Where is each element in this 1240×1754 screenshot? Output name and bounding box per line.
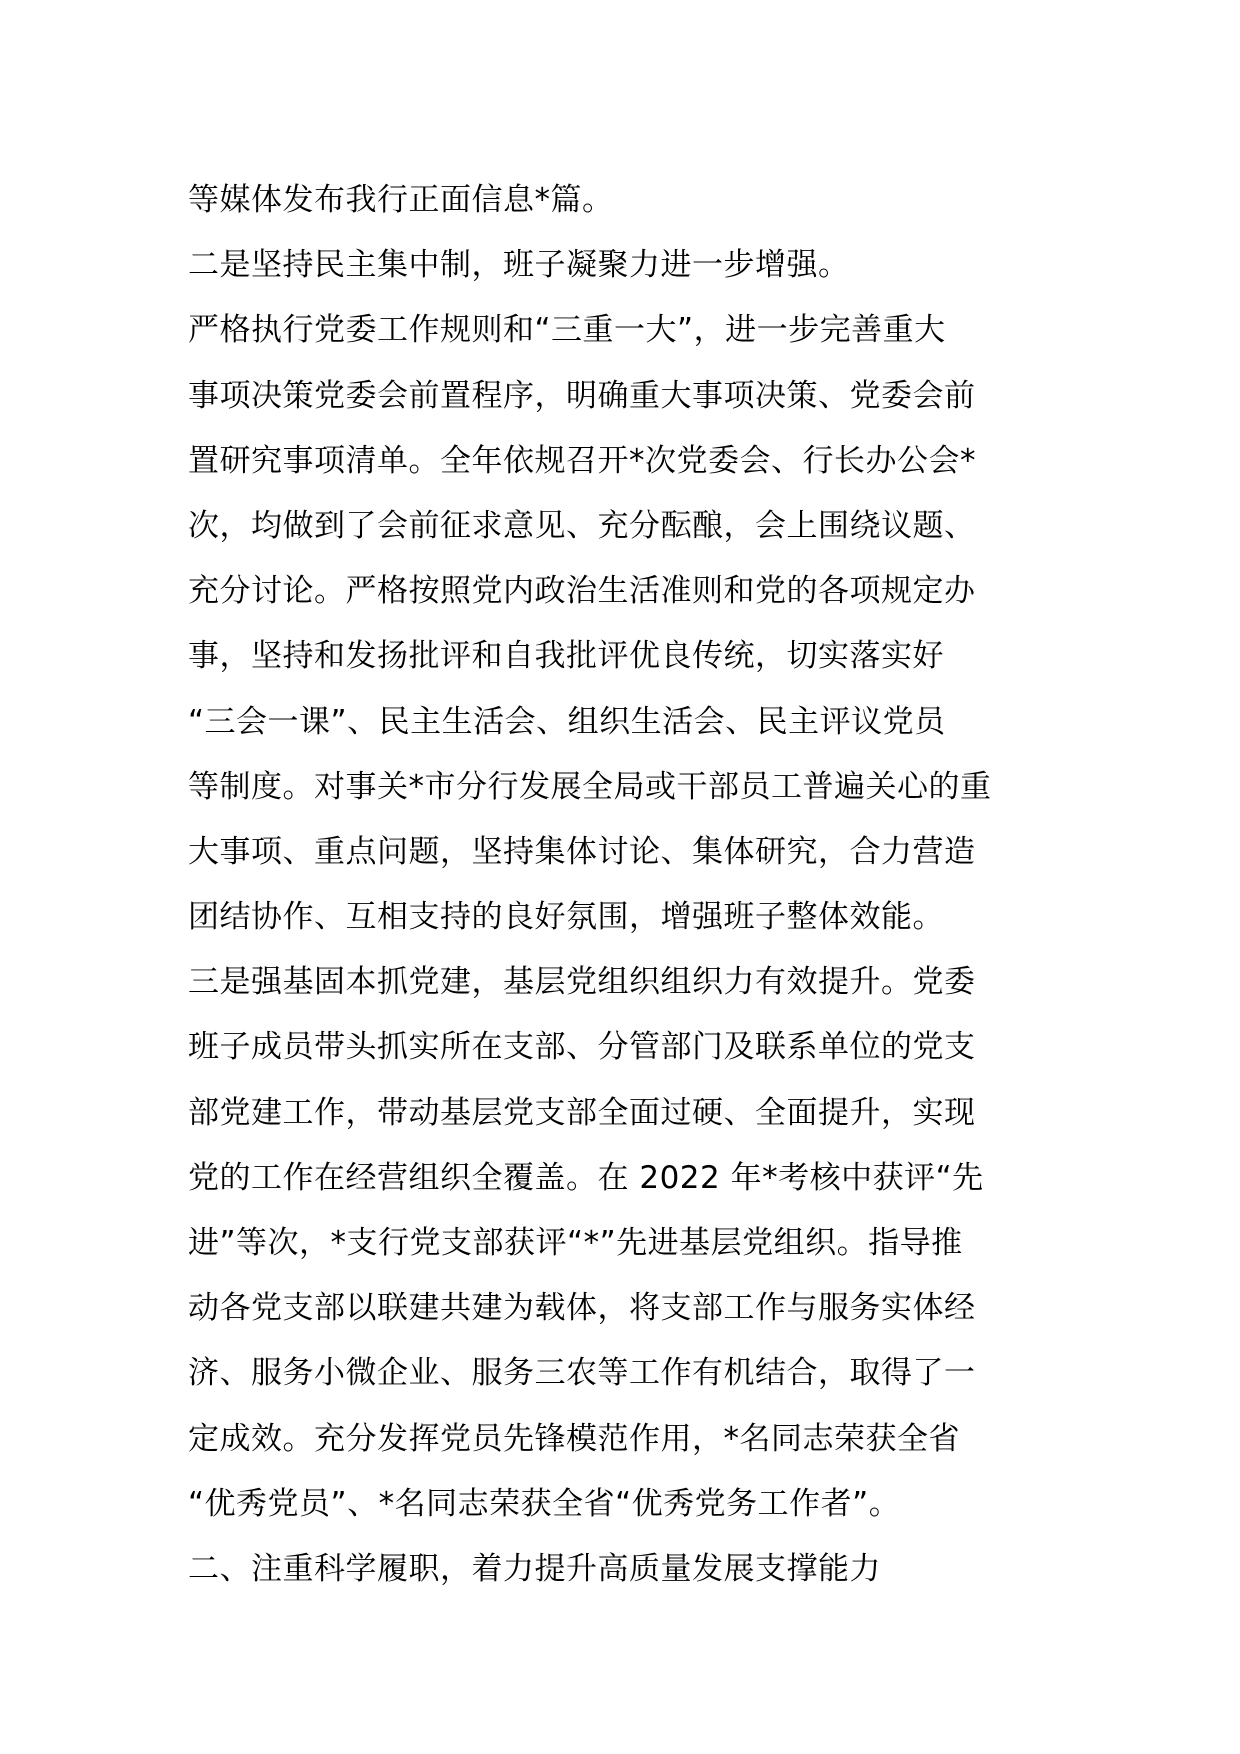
text-line: 团结协作、互相支持的良好氛围，增强班子整体效能。 [188, 899, 944, 936]
text-line: 事，坚持和发扬批评和自我批评优良传统，切实落实好 [188, 638, 944, 675]
body-text [188, 168, 1068, 1602]
text-line: 济、服务小微企业、服务三农等工作有机结合，取得了一 [188, 1355, 976, 1392]
text-line: “三会一课”、民主生活会、组织生活会、民主评议党员 [188, 703, 946, 740]
section-heading: 二是坚持民主集中制，班子凝聚力进一步增强。 [188, 247, 850, 284]
text-line: 严格执行党委工作规则和“三重一大”，进一步完善重大 [188, 312, 946, 349]
text-line: 党的工作在经营组织全覆盖。在 2022 年*考核中获评“先 [188, 1159, 984, 1196]
text-line: 充分讨论。严格按照党内政治生活准则和党的各项规定办 [188, 573, 976, 610]
text-line: 班子成员带头抓实所在支部、分管部门及联系单位的党支 [188, 1029, 976, 1066]
text-line: 进”等次，*支行党支部获评“*”先进基层党组织。指导推 [188, 1225, 963, 1261]
text-line: 等媒体发布我行正面信息*篇。 [188, 182, 614, 218]
text-line: 事项决策党委会前置程序，明确重大事项决策、党委会前 [188, 377, 976, 414]
text-line: 置研究事项清单。全年依规召开*次党委会、行长办公会* [188, 442, 976, 479]
text-line: 大事项、重点问题，坚持集体讨论、集体研究，合力营造 [188, 833, 976, 870]
text-line: “优秀党员”、*名同志荣获全省“优秀党务工作者”。 [188, 1485, 901, 1522]
section-heading: 三是强基固本抓党建，基层党组织组织力有效提升。党委 [188, 964, 976, 1001]
text-line: 次，均做到了会前征求意见、充分酝酿，会上围绕议题、 [188, 507, 976, 544]
text-line: 动各党支部以联建共建为载体，将支部工作与服务实体经 [188, 1290, 976, 1327]
text-line: 部党建工作，带动基层党支部全面过硬、全面提升，实现 [188, 1094, 976, 1131]
text-line: 等制度。对事关*市分行发展全局或干部员工普遍关心的重 [188, 768, 992, 805]
text-line: 定成效。充分发挥党员先锋模范作用，*名同志荣获全省 [188, 1420, 960, 1457]
chapter-heading: 二、注重科学履职，着力提升高质量发展支撑能力 [188, 1550, 881, 1587]
